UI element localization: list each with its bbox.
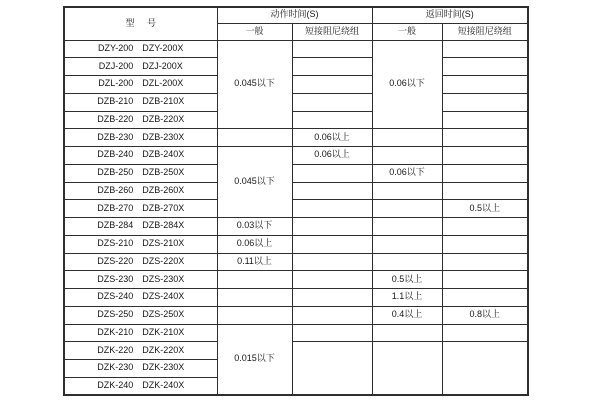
model-name-x-variant: DZS-240X	[142, 291, 185, 302]
action-damped-cell	[292, 200, 372, 218]
model-cell	[64, 40, 217, 58]
action-damped-winding-header: 短接阻尼绕组	[292, 23, 372, 40]
model-name: DZB-230	[97, 131, 134, 142]
model-name: DZS-210	[97, 238, 134, 249]
model-name-x-variant: DZY-200X	[142, 42, 184, 53]
table-row	[64, 111, 528, 129]
action-damped-cell: 0.06以上	[292, 147, 372, 165]
action-damped-cell	[292, 40, 372, 58]
return-general-header: 一般	[372, 23, 442, 40]
return-time-group-header: 返回时间(S)	[372, 7, 528, 23]
return-damped-cell	[442, 40, 528, 58]
table-row	[64, 93, 528, 111]
action-general-cell: 0.11以上	[217, 253, 292, 271]
model-cell	[64, 93, 217, 111]
model-name-x-variant: DZJ-200X	[142, 60, 183, 71]
model-name-x-variant: DZL-200X	[142, 78, 184, 89]
return-general-cell: 1.1以上	[372, 289, 442, 307]
return-damped-cell	[442, 76, 528, 94]
model-name: DZB-240	[97, 149, 134, 160]
model-name: DZK-220	[97, 344, 134, 355]
action-damped-cell: 0.06以上	[292, 129, 372, 147]
action-time-group-header: 动作时间(S)	[217, 7, 372, 23]
table-row	[64, 182, 528, 200]
model-cell	[64, 129, 217, 147]
action-general-cell	[217, 289, 292, 307]
model-name: DZB-250	[97, 167, 134, 178]
action-damped-cell	[292, 58, 372, 76]
model-name-x-variant: DZK-210X	[142, 326, 185, 337]
model-cell	[64, 164, 217, 182]
table-row	[64, 235, 528, 253]
action-general-header: 一般	[217, 23, 292, 40]
return-general-cell: 0.5以上	[372, 271, 442, 289]
model-name-x-variant: DZK-240X	[142, 379, 185, 390]
model-name-x-variant: DZS-210X	[142, 238, 185, 249]
model-name-x-variant: DZB-220X	[142, 113, 185, 124]
table-row	[64, 147, 528, 165]
return-general-cell	[372, 218, 442, 236]
return-general-cell	[372, 200, 442, 218]
model-name-x-variant: DZB-260X	[142, 184, 185, 195]
table-body	[64, 40, 528, 395]
return-damped-cell	[442, 164, 528, 182]
action-damped-cell	[292, 289, 372, 307]
table-row	[64, 253, 528, 271]
header-group-row	[64, 7, 528, 23]
model-cell	[64, 200, 217, 218]
action-damped-cell	[292, 253, 372, 271]
action-damped-cell	[292, 218, 372, 236]
model-cell	[64, 253, 217, 271]
model-name: DZB-220	[97, 113, 134, 124]
return-general-cell	[372, 147, 442, 165]
action-damped-cell	[292, 76, 372, 94]
model-name: DZJ-200	[98, 60, 134, 71]
table-row	[64, 271, 528, 289]
return-damped-cell	[442, 58, 528, 76]
table-row	[64, 164, 528, 182]
model-cell	[64, 147, 217, 165]
return-damped-cell	[442, 147, 528, 165]
model-cell	[64, 324, 217, 342]
model-cell	[64, 360, 217, 378]
return-damped-cell	[442, 253, 528, 271]
model-name-x-variant: DZB-270X	[142, 202, 185, 213]
return-damped-cell	[442, 324, 528, 342]
model-cell	[64, 377, 217, 395]
action-general-cell	[217, 129, 292, 147]
return-damped-cell	[442, 111, 528, 129]
table-row	[64, 218, 528, 236]
action-damped-cell	[292, 93, 372, 111]
model-cell	[64, 111, 217, 129]
model-name-x-variant: DZB-250X	[142, 167, 185, 178]
model-name: DZS-240	[97, 291, 134, 302]
action-general-cell: 0.015以下	[217, 324, 292, 395]
action-damped-cell	[292, 271, 372, 289]
table-row	[64, 324, 528, 342]
return-damped-cell	[442, 218, 528, 236]
table-row	[64, 58, 528, 76]
model-name: DZK-240	[97, 379, 134, 390]
model-name-x-variant: DZS-250X	[142, 309, 185, 320]
model-name-x-variant: DZB-240X	[142, 149, 185, 160]
model-name: DZS-220	[97, 255, 134, 266]
model-name: DZB-270	[97, 202, 134, 213]
return-general-cell	[372, 129, 442, 147]
table-row	[64, 200, 528, 218]
table-row	[64, 289, 528, 307]
return-general-cell	[372, 235, 442, 253]
action-general-cell: 0.06以上	[217, 235, 292, 253]
return-damped-cell	[442, 182, 528, 200]
return-general-cell: 0.06以下	[372, 40, 442, 129]
model-name: DZB-260	[97, 184, 134, 195]
action-damped-cell	[292, 324, 372, 342]
model-cell	[64, 342, 217, 360]
model-cell	[64, 289, 217, 307]
return-general-cell	[372, 342, 442, 395]
model-cell	[64, 235, 217, 253]
return-damped-cell	[442, 289, 528, 307]
return-damped-cell: 0.8以上	[442, 306, 528, 324]
action-damped-cell	[292, 182, 372, 200]
return-damped-cell: 0.5以上	[442, 200, 528, 218]
table-row	[64, 129, 528, 147]
return-damped-cell	[442, 93, 528, 111]
action-damped-cell	[292, 342, 372, 395]
action-damped-cell	[292, 306, 372, 324]
return-general-cell: 0.06以下	[372, 164, 442, 182]
model-cell	[64, 182, 217, 200]
return-general-cell	[372, 253, 442, 271]
table-header	[64, 7, 528, 40]
model-name: DZL-200	[98, 78, 134, 89]
return-damped-winding-header: 短接阻尼绕组	[442, 23, 528, 40]
return-damped-cell	[442, 129, 528, 147]
model-name-x-variant: DZB-230X	[142, 131, 185, 142]
table-row	[64, 40, 528, 58]
action-general-cell: 0.03以下	[217, 218, 292, 236]
return-general-cell	[372, 182, 442, 200]
return-general-cell	[372, 324, 442, 342]
action-general-cell	[217, 271, 292, 289]
model-name: DZS-250	[97, 309, 134, 320]
model-name: DZK-210	[97, 326, 134, 337]
model-column-header: 型 号	[64, 7, 217, 40]
action-damped-cell	[292, 164, 372, 182]
table-row	[64, 76, 528, 94]
model-name-x-variant: DZB-210X	[142, 96, 185, 107]
spec-table	[63, 6, 529, 396]
return-damped-cell	[442, 235, 528, 253]
return-general-cell: 0.4以上	[372, 306, 442, 324]
action-damped-cell	[292, 111, 372, 129]
action-general-cell: 0.045以下	[217, 40, 292, 129]
return-damped-cell	[442, 342, 528, 395]
model-name: DZB-210	[97, 96, 134, 107]
action-general-cell: 0.045以下	[217, 147, 292, 218]
model-name: DZS-230	[97, 273, 134, 284]
model-cell	[64, 76, 217, 94]
model-name: DZK-230	[97, 362, 134, 373]
model-name: DZY-200	[98, 42, 134, 53]
table-row	[64, 306, 528, 324]
model-name: DZB-284	[97, 220, 134, 231]
return-damped-cell	[442, 271, 528, 289]
model-name-x-variant: DZK-220X	[142, 344, 185, 355]
action-general-cell	[217, 306, 292, 324]
model-cell	[64, 58, 217, 76]
model-name-x-variant: DZS-230X	[142, 273, 185, 284]
table-row	[64, 342, 528, 360]
model-cell	[64, 306, 217, 324]
model-name-x-variant: DZB-284X	[142, 220, 185, 231]
model-name-x-variant: DZK-230X	[142, 362, 185, 373]
model-cell	[64, 218, 217, 236]
model-name-x-variant: DZS-220X	[142, 255, 185, 266]
model-cell	[64, 271, 217, 289]
action-damped-cell	[292, 235, 372, 253]
